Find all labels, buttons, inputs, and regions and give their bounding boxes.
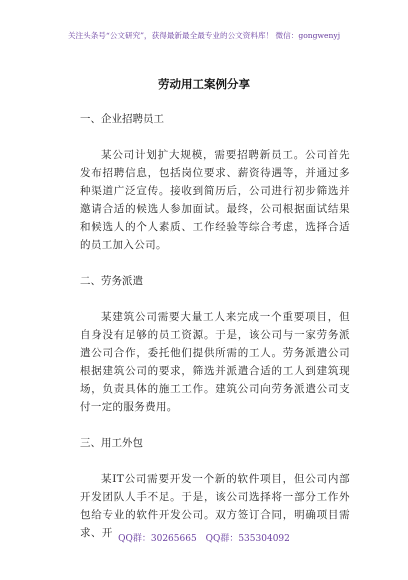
document-title: 劳动用工案例分享 bbox=[158, 77, 250, 91]
footer bbox=[0, 533, 408, 545]
section-paragraph-3: 某IT公司需要开发一个新的软件项目，但公司内部开发团队人手不足。于是，该公司选择将一部分工作外包给专业的软件开发公司。双方签订合同，明确项目需求、开 bbox=[80, 473, 350, 539]
footer-qq-group-2: QQ群：535304092 bbox=[205, 534, 290, 544]
section-heading-3: 三、用工外包 bbox=[80, 437, 143, 449]
section-paragraph-1: 某公司计划扩大规模，需要招聘新员工。公司首先发布招聘信息，包括岗位要求、薪资待遇等，并通过多种渠道广泛宣传。接收到简历后，公司进行初步筛选并邀请合适的候选人参加面试。最终，公司根据面试结果和候选人的个人素质、工作经验等综合考虑，选择合适的员工加入公司。 bbox=[80, 149, 350, 251]
header-banner: 关注头条号“公文研究”，获得最新最全最专业的公文资料库！ 微信：gongwenyj bbox=[67, 31, 341, 40]
section-heading-2: 二、劳务派遣 bbox=[80, 275, 143, 287]
footer-qq-group-1: QQ群：30265665 bbox=[118, 534, 197, 544]
document-body bbox=[80, 93, 350, 542]
section-paragraph-2: 某建筑公司需要大量工人来完成一个重要项目，但自身没有足够的员工资源。于是，该公司与一家劳务派遣公司合作，委托他们提供所需的工人。劳务派遣公司根据建筑公司的要求，筛选并派遣合适的工人到建筑现场，负责具体的施工工作。建筑公司向劳务派遣公司支付一定的服务费用。 bbox=[80, 311, 350, 413]
section-heading-1: 一、企业招聘员工 bbox=[80, 113, 164, 125]
